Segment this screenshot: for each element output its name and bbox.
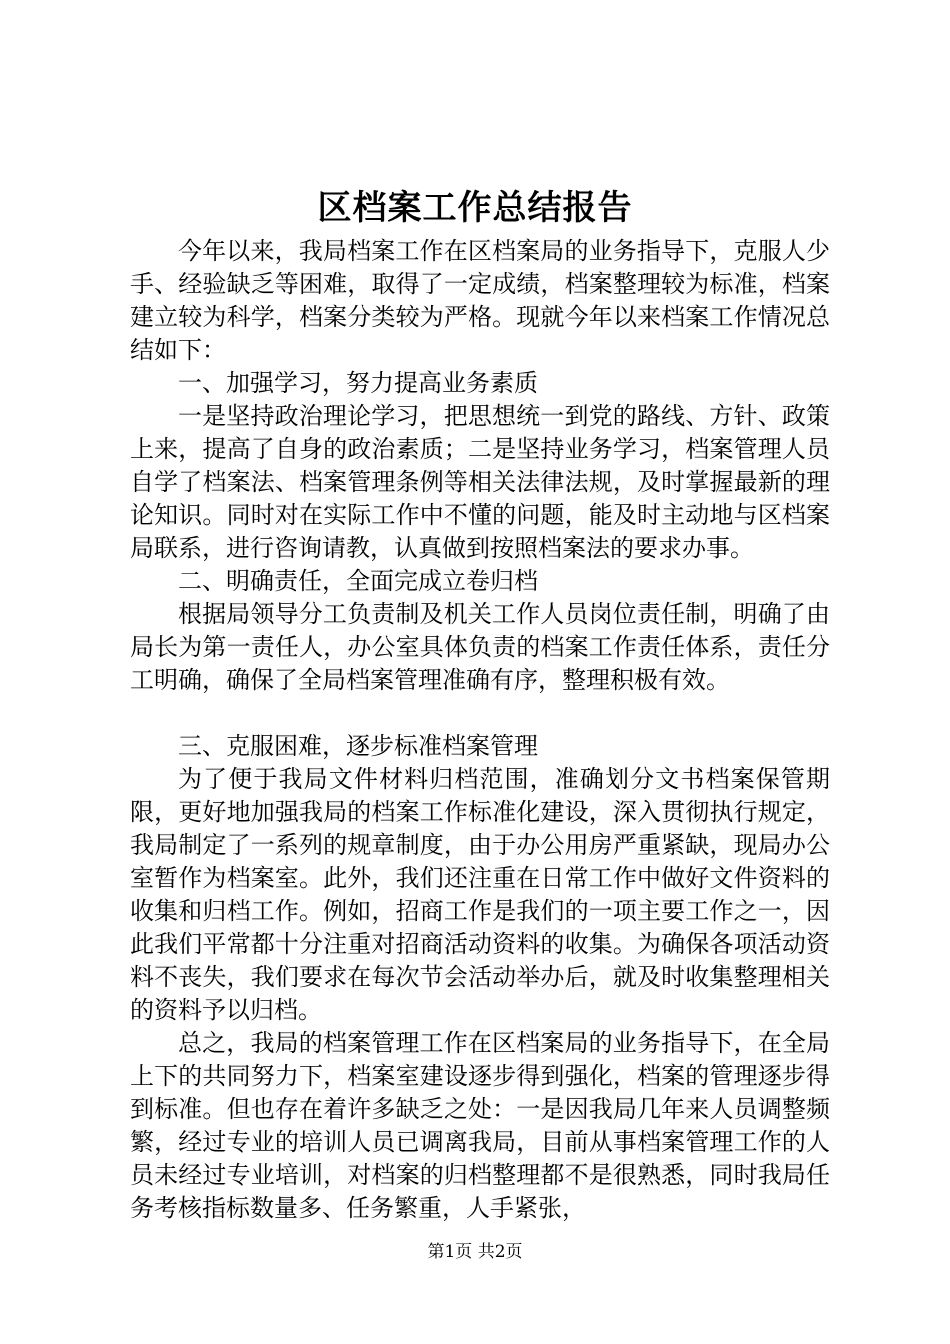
document-title: 区档案工作总结报告 bbox=[317, 188, 633, 228]
section-1-paragraph: 一是坚持政治理论学习，把思想统一到党的路线、方针、政策上来，提高了自身的政治素质；二是坚持业务学习，档案管理人员自学了档案法、档案管理条例等相关法律法规，及时掌握最新的理论知识。同时对在实际工作中不懂的问题，能及时主动地与区档案局联系，进行咨询请教，认真做到按照档案法的要求办事。 bbox=[130, 402, 830, 562]
summary-paragraph: 总之，我局的档案管理工作在区档案局的业务指导下，在全局上下的共同努力下，档案室建设逐步得到强化，档案的管理逐步得到标准。但也存在着许多缺乏之处：一是因我局几年来人员调整频繁，经过专业的培训人员已调离我局，目前从事档案管理工作的人员未经过专业培训，对档案的归档整理都不是很熟悉，同时我局任务考核指标数量多、任务繁重，人手紧张， bbox=[130, 1029, 830, 1222]
page-footer bbox=[0, 1240, 950, 1264]
page-total: 共2页 bbox=[477, 1242, 523, 1262]
page-number: 第1页 bbox=[427, 1242, 473, 1262]
document-body bbox=[130, 235, 830, 1225]
section-heading-3: 三、克服困难，逐步标准档案管理 bbox=[178, 732, 538, 760]
intro-paragraph: 今年以来，我局档案工作在区档案局的业务指导下，克服人少手、经验缺乏等困难，取得了一定成绩，档案整理较为标准，档案建立较为科学，档案分类较为严格。现就今年以来档案工作情况总结如下： bbox=[130, 237, 830, 364]
section-heading-2: 二、明确责任，全面完成立卷归档 bbox=[178, 567, 538, 595]
section-3-paragraph: 为了便于我局文件材料归档范围，准确划分文书档案保管期限，更好地加强我局的档案工作标准化建设，深入贯彻执行规定，我局制定了一系列的规章制度，由于办公用房严重紧缺，现局办公室暂作为档案室。此外，我们还注重在日常工作中做好文件资料的收集和归档工作。例如，招商工作是我们的一项主要工作之一，因此我们平常都十分注重对招商活动资料的收集。为确保各项活动资料不丧失，我们要求在每次节会活动举办后，就及时收集整理相关的资料予以归档。 bbox=[130, 765, 830, 1024]
section-heading-1: 一、加强学习，努力提高业务素质 bbox=[178, 369, 538, 397]
section-2-paragraph: 根据局领导分工负责制及机关工作人员岗位责任制，明确了由局长为第一责任人，办公室具体负责的档案工作责任体系，责任分工明确，确保了全局档案管理准确有序，整理积极有效。 bbox=[130, 600, 830, 694]
